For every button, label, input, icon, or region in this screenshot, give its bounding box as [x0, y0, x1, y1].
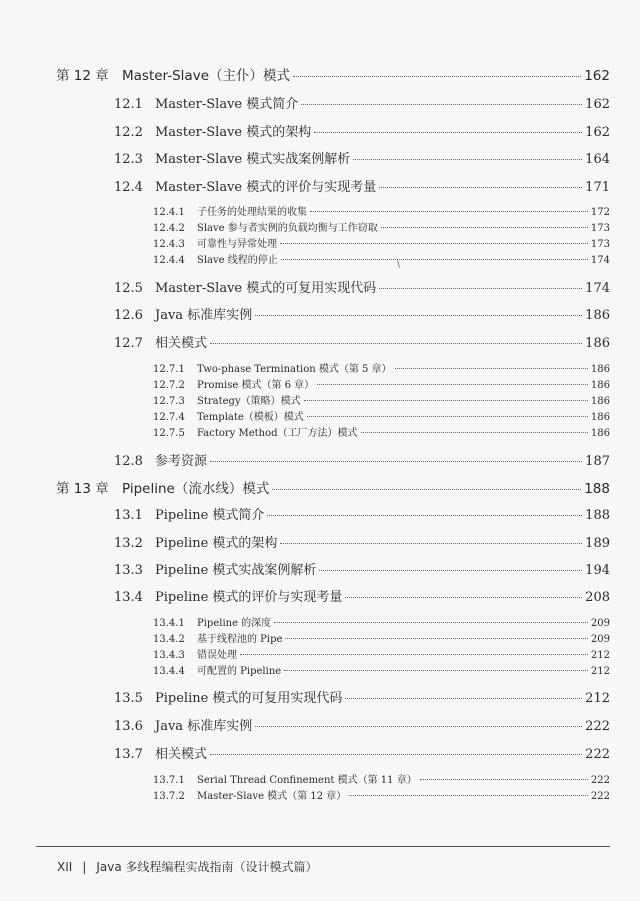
entry-number: 12.7.5 — [153, 428, 185, 439]
entry-number: 12.4.3 — [153, 239, 185, 250]
entry-page: 173 — [590, 223, 610, 234]
dot-leader — [281, 259, 588, 260]
toc-entry-12-6 — [114, 304, 610, 323]
entry-page: 186 — [590, 412, 610, 423]
toc-entry-chapter-13 — [56, 477, 610, 497]
entry-title: Slave 参与者实例的负载均衡与工作窃取 — [197, 223, 378, 234]
toc-entry-13-2 — [114, 532, 610, 551]
entry-number: 12.7.2 — [153, 380, 185, 391]
entry-number: 12.6 — [114, 308, 143, 323]
entry-title: Pipeline 模式实战案例解析 — [155, 563, 317, 578]
entry-title: 子任务的处理结果的收集 — [197, 207, 307, 218]
dot-leader — [379, 288, 582, 289]
entry-title: Java 标准库实例 — [155, 719, 253, 734]
toc-entry-13-4-2 — [153, 630, 610, 645]
entry-page: 162 — [585, 97, 610, 112]
entry-number: 13.4.4 — [153, 666, 185, 677]
entry-page: 186 — [590, 364, 610, 375]
toc-entry-13-7 — [114, 743, 610, 762]
entry-page: 188 — [585, 508, 610, 523]
entry-page: 222 — [590, 791, 610, 802]
dot-leader — [210, 461, 582, 462]
entry-title: Pipeline 模式的评价与实现考量 — [155, 590, 343, 605]
dot-leader — [317, 384, 588, 385]
dot-leader — [304, 400, 588, 401]
dot-leader — [240, 654, 588, 655]
entry-number: 13.4.2 — [153, 634, 185, 645]
dot-leader — [381, 227, 588, 228]
entry-number: 13.1 — [114, 508, 143, 523]
dot-leader — [255, 726, 582, 727]
dot-leader — [280, 543, 582, 544]
dot-leader — [255, 315, 582, 316]
toc-entry-12-7 — [114, 332, 610, 351]
toc-entry-13-3 — [114, 559, 610, 578]
entry-number: 13.4 — [114, 590, 143, 605]
toc-entry-12-3 — [114, 148, 610, 167]
entry-title: Template（模板）模式 — [197, 412, 304, 423]
toc-entry-12-7-2 — [153, 376, 610, 391]
dot-leader — [284, 670, 588, 671]
entry-number: 12.2 — [114, 125, 143, 140]
entry-title: 相关模式 — [155, 336, 208, 351]
entry-title: Factory Method（工厂方法）模式 — [197, 428, 358, 439]
entry-page: 209 — [590, 618, 610, 629]
entry-page: 186 — [590, 428, 610, 439]
entry-title: 参考资源 — [155, 454, 208, 469]
entry-number: 13.4.1 — [153, 618, 185, 629]
entry-number: 第 13 章 — [56, 481, 109, 497]
toc-entry-12-4-4 — [153, 251, 610, 266]
dot-leader — [274, 622, 588, 623]
entry-number: 13.2 — [114, 536, 143, 551]
dot-leader — [353, 159, 582, 160]
entry-page: 209 — [590, 634, 610, 645]
entry-title: 基于线程池的 Pipe — [197, 634, 283, 645]
dot-leader — [310, 211, 588, 212]
toc-entry-12-5 — [114, 277, 610, 296]
dot-leader — [345, 698, 582, 699]
entry-page: 172 — [590, 207, 610, 218]
toc-entry-12-7-1 — [153, 360, 610, 375]
toc-entry-13-5 — [114, 687, 610, 706]
entry-page: 208 — [585, 590, 610, 605]
entry-page: 162 — [584, 68, 610, 84]
dot-leader — [267, 515, 582, 516]
toc-entry-12-4-2 — [153, 219, 610, 234]
toc-entry-13-4-1 — [153, 614, 610, 629]
entry-title: Java 标准库实例 — [155, 308, 253, 323]
entry-number: 12.1 — [114, 97, 143, 112]
entry-title: 错误处理 — [197, 650, 237, 661]
toc-entry-13-7-1 — [153, 771, 610, 786]
entry-title: Master-Slave 模式的评价与实现考量 — [155, 180, 377, 195]
entry-title: Master-Slave 模式的可复用实现代码 — [155, 281, 377, 296]
toc-entry-12-7-5 — [153, 424, 610, 439]
entry-number: 13.7.2 — [153, 791, 185, 802]
toc-entry-13-4-3 — [153, 646, 610, 661]
entry-page: 194 — [585, 563, 610, 578]
entry-page: 212 — [590, 666, 610, 677]
entry-number: 13.3 — [114, 563, 143, 578]
toc-entry-13-1 — [114, 504, 610, 523]
entry-page: 164 — [585, 152, 610, 167]
entry-title: Slave 线程的停止 — [197, 255, 278, 266]
entry-title: Pipeline 模式的架构 — [155, 536, 278, 551]
toc-entry-12-8 — [114, 450, 610, 469]
toc-entry-chapter-12 — [56, 64, 610, 84]
footer-divider — [36, 846, 610, 847]
entry-number: 第 12 章 — [56, 68, 109, 84]
entry-number: 13.4.3 — [153, 650, 185, 661]
dot-leader — [307, 416, 588, 417]
entry-title: 可配置的 Pipeline — [197, 666, 282, 677]
toc-entry-12-4-3 — [153, 235, 610, 250]
dot-leader — [280, 243, 588, 244]
dot-leader — [272, 489, 581, 490]
toc-entry-12-2 — [114, 121, 610, 140]
entry-page: 171 — [585, 180, 610, 195]
entry-title: 相关模式 — [155, 747, 208, 762]
entry-number: 12.8 — [114, 454, 143, 469]
entry-number: 12.7.1 — [153, 364, 185, 375]
entry-number: 13.5 — [114, 691, 143, 706]
entry-page: 186 — [590, 380, 610, 391]
dot-leader — [285, 638, 587, 639]
entry-page: 186 — [585, 336, 610, 351]
entry-number: 13.6 — [114, 719, 143, 734]
entry-title: Master-Slave 模式实战案例解析 — [155, 152, 351, 167]
toc-entry-13-6 — [114, 715, 610, 734]
page-footer — [57, 858, 318, 875]
entry-title: Master-Slave 模式的架构 — [155, 125, 312, 140]
entry-number: 13.7 — [114, 747, 143, 762]
book-title: Java 多线程编程实战指南（设计模式篇） — [96, 860, 318, 874]
entry-page: 187 — [585, 454, 610, 469]
entry-title: 可靠性与异常处理 — [197, 239, 277, 250]
dot-leader — [361, 432, 588, 433]
entry-title: Master-Slave 模式（第 12 章） — [197, 791, 347, 802]
dot-leader — [293, 76, 581, 77]
toc-entry-12-7-4 — [153, 408, 610, 423]
entry-title: Master-Slave（主仆）模式 — [122, 68, 290, 84]
entry-page: 162 — [585, 125, 610, 140]
toc-entry-12-4 — [114, 176, 610, 195]
toc-entry-12-7-3 — [153, 392, 610, 407]
entry-page: 188 — [584, 481, 610, 497]
dot-leader — [379, 187, 582, 188]
dot-leader — [210, 754, 582, 755]
entry-page: 222 — [585, 747, 610, 762]
footer-separator: | — [82, 860, 87, 874]
toc-entry-12-1 — [114, 93, 610, 112]
entry-title: Promise 模式（第 6 章） — [197, 380, 315, 391]
entry-number: 12.4.4 — [153, 255, 185, 266]
entry-page: 186 — [590, 396, 610, 407]
dot-leader — [210, 343, 582, 344]
entry-title: Pipeline 的深度 — [197, 618, 272, 629]
entry-page: 222 — [590, 775, 610, 786]
toc-entry-13-7-2 — [153, 787, 610, 802]
entry-number: 12.7.3 — [153, 396, 185, 407]
dot-leader — [345, 597, 582, 598]
entry-title: Serial Thread Confinement 模式（第 11 章） — [197, 775, 417, 786]
entry-number: 12.5 — [114, 281, 143, 296]
entry-page: 186 — [585, 308, 610, 323]
toc-entry-12-4-1 — [153, 203, 610, 218]
toc-entry-13-4-4 — [153, 662, 610, 677]
page-number: XII — [57, 860, 73, 874]
toc-entry-13-4 — [114, 586, 610, 605]
entry-number: 12.3 — [114, 152, 143, 167]
entry-page: 222 — [585, 719, 610, 734]
dot-leader — [301, 104, 582, 105]
dot-leader — [349, 795, 588, 796]
entry-title: Two-phase Termination 模式（第 5 章） — [197, 364, 392, 375]
entry-page: 174 — [590, 255, 610, 266]
dot-leader — [314, 132, 582, 133]
entry-page: 212 — [585, 691, 610, 706]
entry-number: 12.4.2 — [153, 223, 185, 234]
entry-title: Pipeline（流水线）模式 — [122, 481, 270, 497]
dot-leader — [420, 779, 588, 780]
entry-number: 12.4.1 — [153, 207, 185, 218]
entry-number: 12.7.4 — [153, 412, 185, 423]
entry-number: 12.4 — [114, 180, 143, 195]
entry-number: 12.7 — [114, 336, 143, 351]
entry-title: Strategy（策略）模式 — [197, 396, 301, 407]
entry-page: 173 — [590, 239, 610, 250]
entry-title: Pipeline 模式简介 — [155, 508, 265, 523]
entry-number: 13.7.1 — [153, 775, 185, 786]
entry-title: Pipeline 模式的可复用实现代码 — [155, 691, 343, 706]
entry-page: 212 — [590, 650, 610, 661]
entry-title: Master-Slave 模式简介 — [155, 97, 299, 112]
dot-leader — [319, 570, 582, 571]
entry-page: 174 — [585, 281, 610, 296]
dot-leader — [395, 368, 588, 369]
entry-page: 189 — [585, 536, 610, 551]
